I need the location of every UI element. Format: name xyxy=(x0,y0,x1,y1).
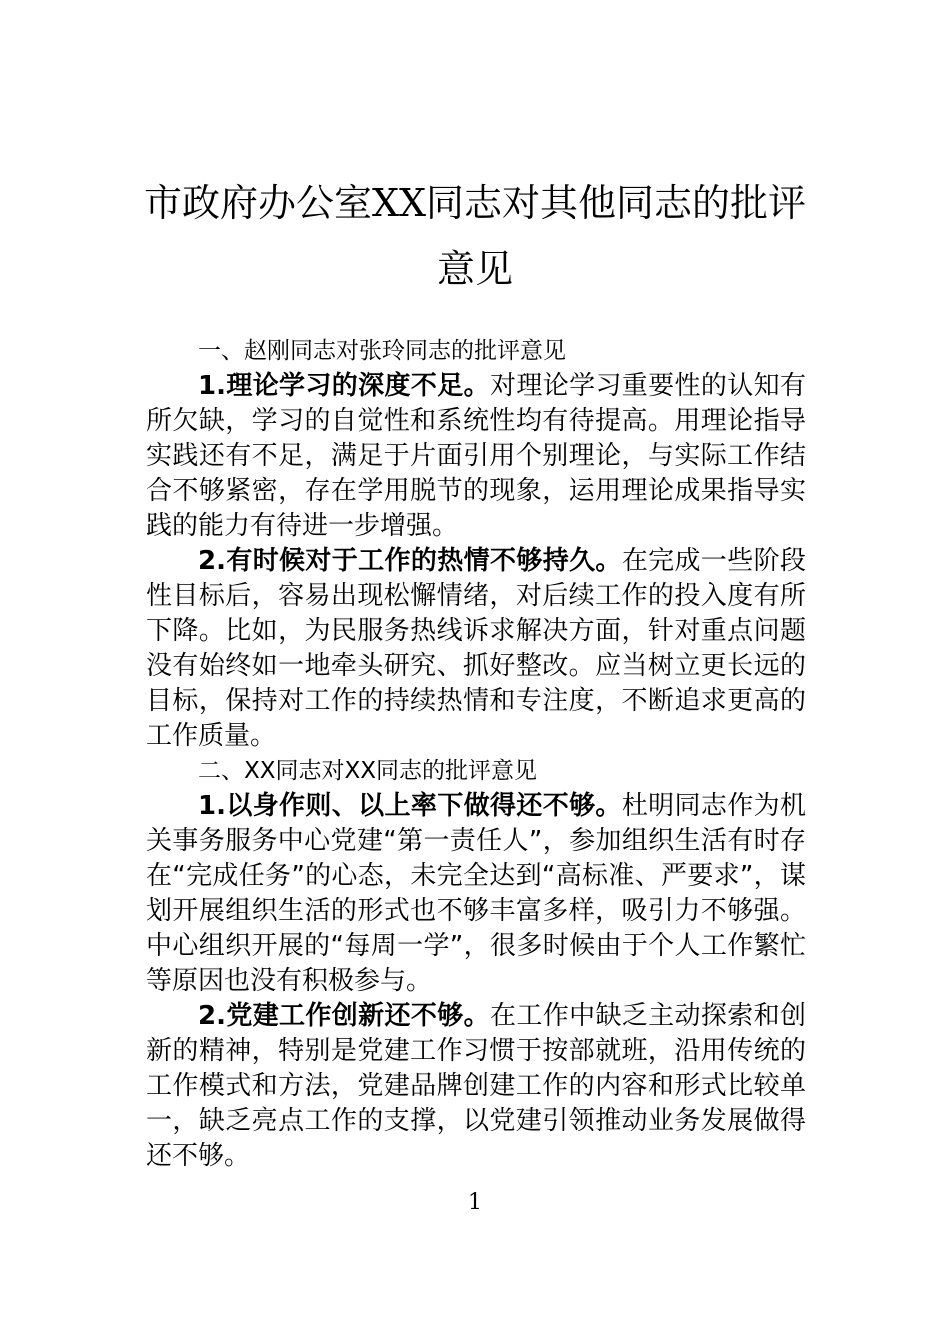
paragraph-lead: 1.以身作则、以上率下做得还不够。 xyxy=(198,791,622,821)
critique-paragraph xyxy=(146,369,806,544)
section-heading: 二、XX同志对XX同志的批评意见 xyxy=(198,758,538,784)
paragraph-text: 对理论学习重要性的认知有所欠缺，学习的自觉性和系统性均有待提高。用理论指导实践还有不足，满足于片面引用个别理论，与实际工作结合不够紧密，存在学用脱节的现象，运用理论成果指导实践的能力有待进一步增强。 xyxy=(146,371,806,541)
document-body xyxy=(146,334,806,1174)
document-title: 市政府办公室XX同志对其他同志的批评意见 xyxy=(143,181,807,291)
paragraph-text: 在完成一些阶段性目标后，容易出现松懈情绪，对后续工作的投入度有所下降。比如，为民服务热线诉求解决方面，针对重点问题没有始终如一地牵头研究、抓好整改。应当树立更长远的目标，保持对工作的持续热情和专注度，不断追求更高的工作质量。 xyxy=(146,546,806,751)
paragraph-lead: 1.理论学习的深度不足。 xyxy=(198,371,490,401)
critique-paragraph xyxy=(146,789,806,999)
paragraph-text: 在工作中缺乏主动探索和创新的精神，特别是党建工作习惯于按部就班，沿用传统的工作模式和方法，党建品牌创建工作的内容和形式比较单一，缺乏亮点工作的支撑，以党建引领推动业务发展做得还不够。 xyxy=(146,1001,806,1171)
page-number: 1 xyxy=(468,1190,482,1215)
section-heading: 一、赵刚同志对张玲同志的批评意见 xyxy=(198,338,566,364)
paragraph-text: 杜明同志作为机关事务服务中心党建“第一责任人”，参加组织生活有时存在“完成任务”的心态，未完全达到“高标准、严要求”，谋划开展组织生活的形式也不够丰富多样，吸引力不够强。中心组织开展的“每周一学”，很多时候由于个人工作繁忙等原因也没有积极参与。 xyxy=(146,791,806,996)
critique-paragraph xyxy=(146,999,806,1174)
paragraph-lead: 2.有时候对于工作的热情不够持久。 xyxy=(198,546,622,576)
critique-paragraph xyxy=(146,544,806,754)
paragraph-lead: 2.党建工作创新还不够。 xyxy=(198,1001,490,1031)
